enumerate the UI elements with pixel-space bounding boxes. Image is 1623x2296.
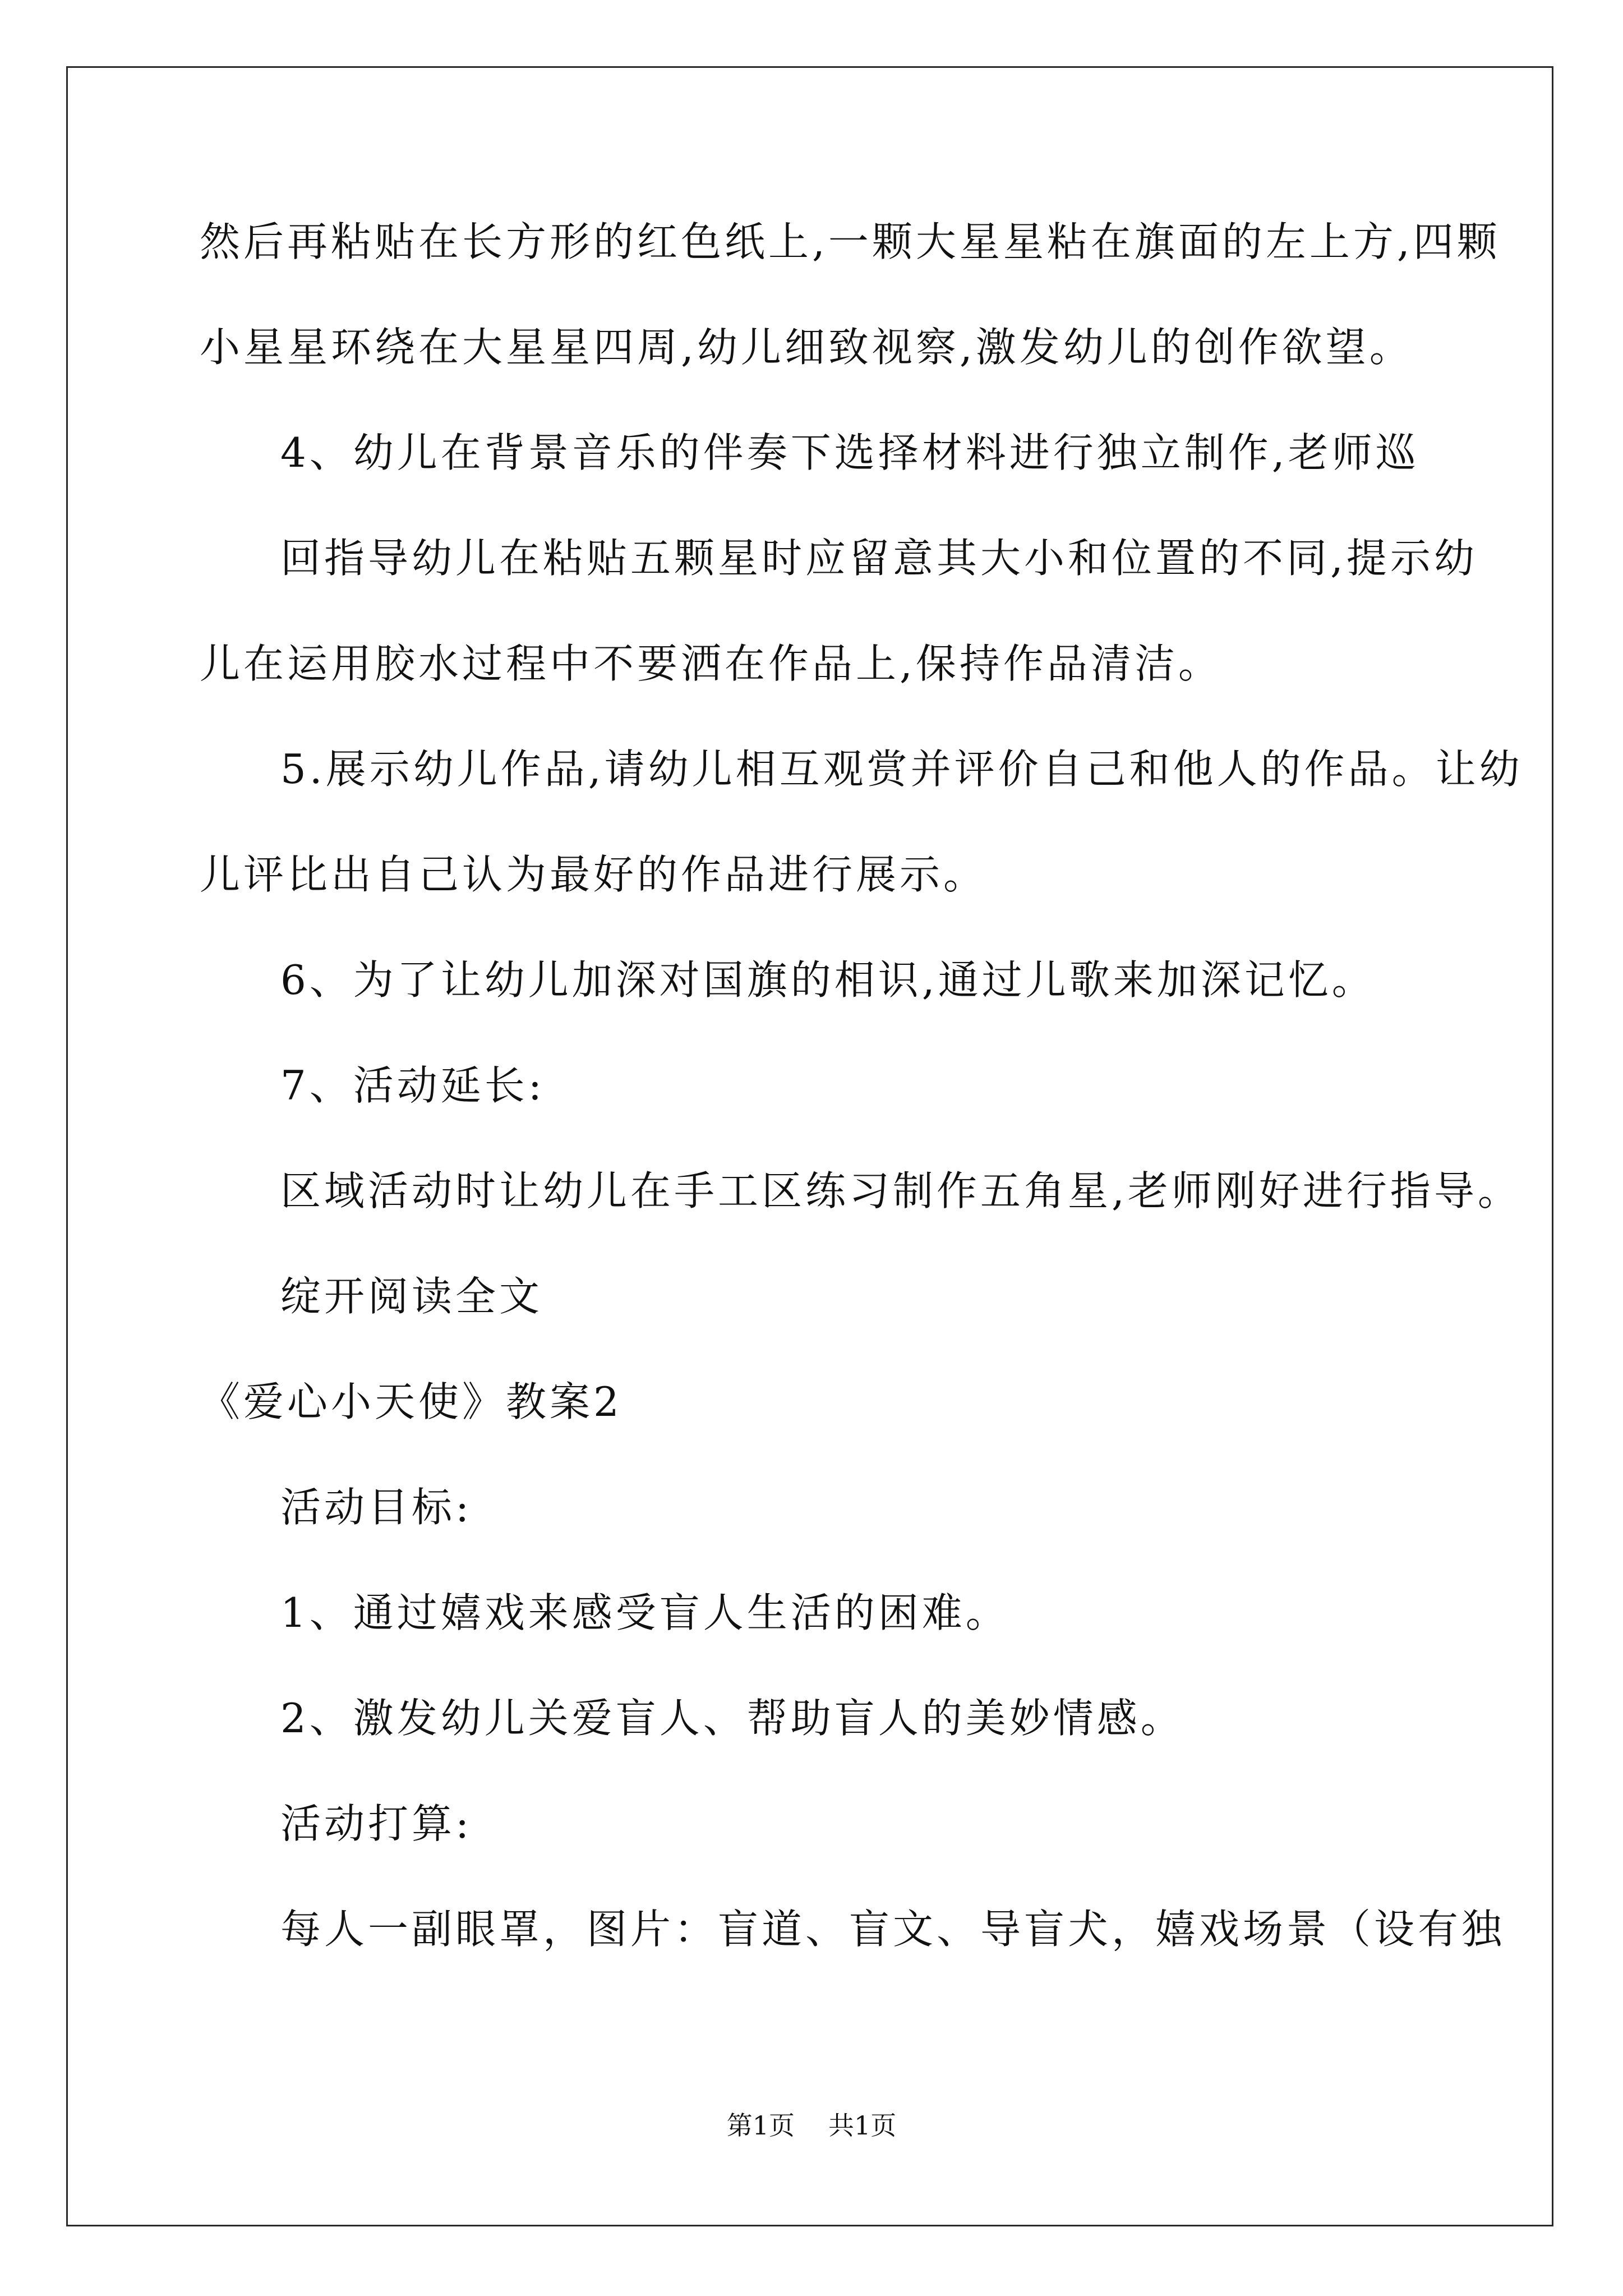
preparation-line-1: 每人一副眼罩，图片：盲道、盲文、导盲犬，嬉戏场景（设有独 (280, 1906, 1506, 1953)
paragraph-line-5: 儿在运用胶水过程中不要洒在作品上,保持作品清洁。 (200, 640, 1222, 687)
heading-activity-goals: 活动目标: (280, 1484, 473, 1531)
paragraph-line-7: 儿评比出自己认为最好的作品进行展示。 (200, 851, 988, 898)
section-title: 《爱心小天使》教案2 (200, 1378, 623, 1425)
page-footer (0, 2110, 1623, 2141)
page-total: 共1页 (828, 2110, 897, 2141)
paragraph-line-9: 7、活动延长: (280, 1062, 546, 1109)
goal-item-2: 2、激发幼儿关爱盲人、帮助盲人的美妙情感。 (280, 1695, 1184, 1742)
paragraph-line-2: 小星星环绕在大星星四周,幼儿细致视察,激发幼儿的创作欲望。 (200, 324, 1413, 371)
page-number: 第1页 (726, 2110, 795, 2141)
paragraph-line-4: 回指导幼儿在粘贴五颗星时应留意其大小和位置的不同,提示幼 (280, 535, 1478, 582)
heading-activity-preparation: 活动打算: (280, 1800, 473, 1847)
paragraph-line-10: 区域活动时让幼儿在手工区练习制作五角星,老师刚好进行指导。 (280, 1167, 1521, 1214)
paragraph-line-6: 5.展示幼儿作品,请幼儿相互观赏并评价自己和他人的作品。让幼 (280, 746, 1523, 793)
paragraph-line-8: 6、为了让幼儿加深对国旗的相识,通过儿歌来加深记忆。 (280, 956, 1376, 1004)
page-border (66, 66, 1553, 2226)
expand-read-full-text[interactable]: 绽开阅读全文 (280, 1273, 543, 1320)
paragraph-line-1: 然后再粘贴在长方形的红色纸上,一颗大星星粘在旗面的左上方,四颗 (200, 218, 1501, 265)
paragraph-line-3: 4、幼儿在背景音乐的伴奏下选择材料进行独立制作,老师巡 (280, 429, 1419, 476)
goal-item-1: 1、通过嬉戏来感受盲人生活的困难。 (280, 1589, 1009, 1636)
